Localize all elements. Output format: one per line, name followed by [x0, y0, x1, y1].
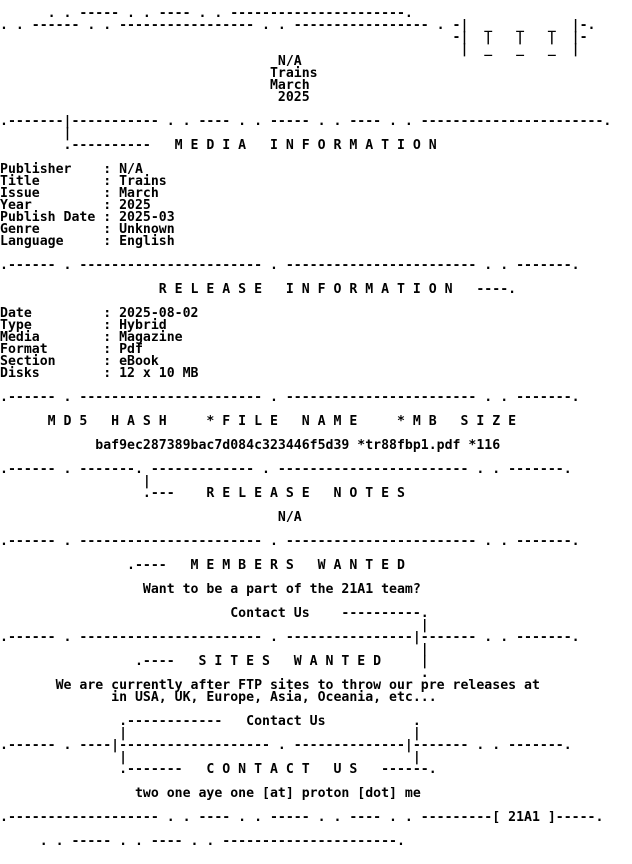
nfo-line: baf9ec287389bac7d084c323446f5d39 *tr88fbp1.pdf *116 [0, 438, 501, 453]
nfo-release-text [0, 8, 632, 848]
nfo-line: Publish Date : 2025-03 [0, 210, 175, 225]
nfo-line: Section : eBook [0, 354, 159, 369]
nfo-line: | [0, 126, 72, 141]
nfo-line: Media : Magazine [0, 330, 183, 345]
nfo-line: .------ . ----------------------- . ----------------|------- . . -------. [0, 630, 580, 645]
nfo-line: in USA, UK, Europe, Asia, Oceania, etc... [0, 690, 437, 705]
nfo-line: Language : English [0, 234, 175, 249]
nfo-line: Title : Trains [0, 174, 167, 189]
nfo-line: Date : 2025-08-02 [0, 306, 199, 321]
nfo-line: | _ _ _ | [0, 42, 580, 57]
nfo-line: Genre : Unknown [0, 222, 175, 237]
nfo-line: Publisher : N/A [0, 162, 143, 177]
nfo-line: | [0, 618, 429, 633]
nfo-line: Disks : 12 x 10 MB [0, 366, 199, 381]
nfo-line: .---- M E M B E R S W A N T E D [0, 558, 405, 573]
nfo-line: Issue : March [0, 186, 159, 201]
nfo-line: N/A [0, 510, 302, 525]
nfo-line: Format : Pdf [0, 342, 143, 357]
nfo-line: | [0, 642, 429, 657]
nfo-line: .------- C O N T A C T U S ------. [0, 762, 437, 777]
nfo-line: March [0, 78, 310, 93]
nfo-line: .------ . ----------------------- . ------------------------ . . -------. [0, 534, 580, 549]
nfo-line: .------ . ----------------------- . ------------------------ . . -------. [0, 390, 580, 405]
nfo-line: Type : Hybrid [0, 318, 167, 333]
nfo-line: .--- R E L E A S E N O T E S [0, 486, 405, 501]
nfo-line: .------------------- . . ---- . . ----- . . ---- . . ---------[ 21A1 ]-----. [0, 810, 604, 825]
nfo-line: | | [0, 750, 421, 765]
nfo-line: .---- S I T E S W A N T E D | [0, 654, 429, 669]
nfo-line: . [0, 666, 429, 681]
nfo-line: Year : 2025 [0, 198, 151, 213]
nfo-line: R E L E A S E I N F O R M A T I O N ----. [0, 282, 517, 297]
nfo-line: M D 5 H A S H * F I L E N A M E * M B S I Z E [0, 414, 517, 429]
nfo-line: . . ----- . . ---- . . ----------------------. [0, 834, 405, 849]
nfo-line: 2025 [0, 90, 310, 105]
nfo-line: Trains [0, 66, 318, 81]
nfo-line: We are currently after FTP sites to throw our pre releases at [0, 678, 540, 693]
nfo-line: two one aye one [at] proton [dot] me [0, 786, 421, 801]
nfo-line: -| | | | |- [0, 30, 588, 45]
nfo-line: .---------- M E D I A I N F O R M A T I O N [0, 138, 437, 153]
nfo-line: .------ . -------. ------------- . ------------------------ . . -------. [0, 462, 572, 477]
nfo-line: .------ . ----|------------------- . --------------|------- . . -------. [0, 738, 572, 753]
nfo-line: N/A [0, 54, 302, 69]
nfo-line: | | [0, 726, 421, 741]
nfo-line: Want to be a part of the 21A1 team? [0, 582, 421, 597]
nfo-line: .------ . ----------------------- . ------------------------ . . -------. [0, 258, 580, 273]
nfo-line: .------------ Contact Us . [0, 714, 421, 729]
nfo-line: | [0, 474, 151, 489]
nfo-line: Contact Us ----------. [0, 606, 429, 621]
nfo-line: .-------|----------- . . ---- . . ----- . . ---- . . -----------------------. [0, 114, 612, 129]
nfo-line: . . ----- . . ---- . . ----------------------. [0, 6, 477, 21]
nfo-line: . . ------ . . ----------------- . . ----------------- . -| _ _ _ |-. [0, 18, 596, 33]
